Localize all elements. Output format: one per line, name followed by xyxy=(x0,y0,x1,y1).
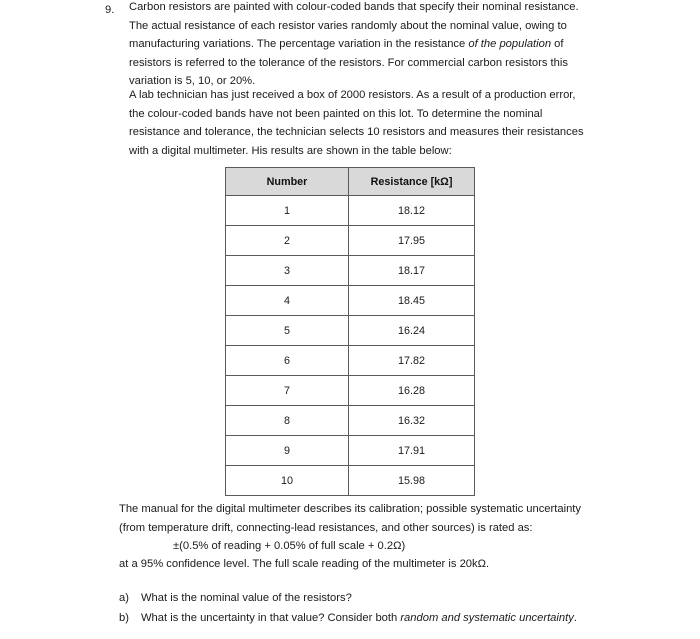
subquestion-text: What is the nominal value of the resistors? xyxy=(141,592,352,604)
table-row xyxy=(226,286,475,316)
scenario-line-4: with a digital multimeter. His results are shown in the table below: xyxy=(129,144,452,157)
cell-resistance: 18.45 xyxy=(349,286,475,316)
cell-resistance: 18.12 xyxy=(349,196,475,226)
subquestion-label: b) xyxy=(119,612,129,624)
header-number: Number xyxy=(226,168,349,196)
calibration-line-2: (from temperature drift, connecting-lead resistances, and other sources) is rated as: xyxy=(119,521,533,534)
table-header-row xyxy=(226,168,475,196)
question-number: 9. xyxy=(105,4,115,16)
cell-resistance: 15.98 xyxy=(349,466,475,496)
intro-line-4: resistors is referred to the tolerance of the resistors. For commercial carbon resistors this xyxy=(129,56,568,69)
subquestion-a xyxy=(119,588,577,608)
table-row xyxy=(226,346,475,376)
table-row xyxy=(226,406,475,436)
scenario-line-3: resistance and tolerance, the technician selects 10 resistors and measures their resistances xyxy=(129,126,584,139)
cell-number: 7 xyxy=(226,376,349,406)
cell-number: 4 xyxy=(226,286,349,316)
cell-resistance: 17.82 xyxy=(349,346,475,376)
cell-number: 1 xyxy=(226,196,349,226)
subquestion-text: What is the uncertainty in that value? Consider both xyxy=(141,612,401,624)
emphasis-population: of the population xyxy=(468,38,552,51)
intro-line-2: The actual resistance of each resistor varies randomly about the nominal value, owing to xyxy=(129,19,567,32)
subquestion-list xyxy=(119,588,577,628)
intro-line-1: Carbon resistors are painted with colour-coded bands that specify their nominal resistance. xyxy=(129,1,579,13)
cell-number: 10 xyxy=(226,466,349,496)
table-row xyxy=(226,196,475,226)
confidence-statement: at a 95% confidence level. The full scale reading of the multimeter is 20kΩ. xyxy=(119,558,490,570)
cell-resistance: 17.95 xyxy=(349,226,475,256)
emphasis-uncertainty: random and systematic uncertainty xyxy=(400,612,574,624)
subquestion-b: b) What is the uncertainty in that value? Consider both random and systematic uncertainty. xyxy=(119,608,577,628)
scenario-line-2: the colour-coded bands have not been painted on this lot. To determine the nominal xyxy=(129,107,543,120)
cell-resistance: 16.28 xyxy=(349,376,475,406)
table-row xyxy=(226,256,475,286)
calibration-paragraph xyxy=(119,500,619,537)
table-row xyxy=(226,226,475,256)
cell-resistance: 18.17 xyxy=(349,256,475,286)
intro-line-5: variation is 5, 10, or 20%. xyxy=(129,75,256,88)
cell-number: 2 xyxy=(226,226,349,256)
scenario-paragraph xyxy=(129,86,609,160)
calibration-line-1: The manual for the digital multimeter describes its calibration; possible systematic uncertainty xyxy=(119,503,581,515)
intro-line-3: manufacturing variations. The percentage variation in the resistance of the population of xyxy=(129,38,564,51)
cell-resistance: 16.32 xyxy=(349,406,475,436)
table-row xyxy=(226,376,475,406)
cell-number: 5 xyxy=(226,316,349,346)
resistance-table xyxy=(225,167,475,496)
cell-number: 3 xyxy=(226,256,349,286)
header-resistance: Resistance [kΩ] xyxy=(349,168,475,196)
table-row xyxy=(226,466,475,496)
cell-resistance: 16.24 xyxy=(349,316,475,346)
table-row xyxy=(226,436,475,466)
intro-paragraph xyxy=(129,0,609,91)
cell-number: 8 xyxy=(226,406,349,436)
subquestion-label: a) xyxy=(119,592,129,604)
scenario-line-1: A lab technician has just received a box of 2000 resistors. As a result of a production error, xyxy=(129,89,576,101)
cell-resistance: 17.91 xyxy=(349,436,475,466)
table-row xyxy=(226,316,475,346)
uncertainty-formula: ±(0.5% of reading + 0.05% of full scale + 0.2Ω) xyxy=(173,540,406,552)
cell-number: 9 xyxy=(226,436,349,466)
cell-number: 6 xyxy=(226,346,349,376)
